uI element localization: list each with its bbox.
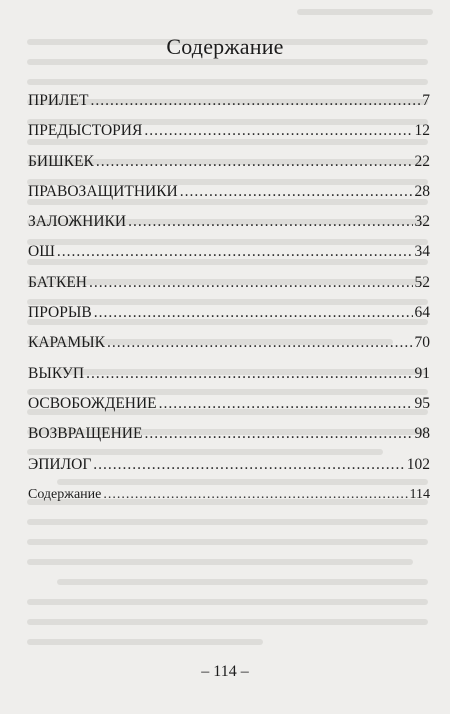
toc-entry-page: 32 xyxy=(414,213,430,231)
dot-leader xyxy=(94,298,413,328)
dot-leader xyxy=(144,116,412,146)
toc-entry-page: 114 xyxy=(409,486,430,502)
dot-leader xyxy=(86,359,412,389)
toc-entry-page: 64 xyxy=(414,304,430,322)
toc-entry-title: ПРЕДЫСТОРИЯ xyxy=(28,122,143,140)
toc-entry xyxy=(28,480,430,510)
toc-entry-title: ЭПИЛОГ xyxy=(28,455,92,473)
toc-entry-page: 22 xyxy=(414,152,430,170)
dot-leader xyxy=(93,450,404,480)
toc-entry-page: 52 xyxy=(414,273,430,291)
toc-entry-page: 12 xyxy=(414,122,430,140)
toc-entry-title: КАРАМЫК xyxy=(28,334,106,352)
toc-entry-title: Содержание xyxy=(28,486,102,502)
toc-entry-title: ЗАЛОЖНИКИ xyxy=(28,213,127,231)
table-of-contents xyxy=(28,86,430,510)
toc-entry xyxy=(28,177,430,207)
toc-entry xyxy=(28,298,430,328)
toc-entry xyxy=(28,147,430,177)
toc-entry-page: 91 xyxy=(414,364,430,382)
toc-entry-title: ВОЗВРАЩЕНИЕ xyxy=(28,425,143,443)
toc-entry xyxy=(28,86,430,116)
toc-entry xyxy=(28,328,430,358)
toc-entry-title: ОСВОБОЖДЕНИЕ xyxy=(28,394,157,412)
toc-entry xyxy=(28,359,430,389)
toc-entry-title: ВЫКУП xyxy=(28,364,85,382)
toc-entry-title: ПРОРЫВ xyxy=(28,304,92,322)
toc-entry-page: 28 xyxy=(414,182,430,200)
toc-entry-page: 70 xyxy=(414,334,430,352)
dot-leader xyxy=(107,328,412,358)
toc-entry xyxy=(28,207,430,237)
toc-entry-title: БАТКЕН xyxy=(28,273,87,291)
toc-entry xyxy=(28,419,430,449)
toc-entry-title: БИШКЕК xyxy=(28,152,94,170)
toc-entry-page: 102 xyxy=(406,455,430,473)
toc-entry-title: ПРИЛЕТ xyxy=(28,92,89,109)
toc-entry-title: ПРАВОЗАЩИТНИКИ xyxy=(28,182,178,200)
toc-entry-page: 98 xyxy=(414,425,430,443)
dot-leader xyxy=(90,86,420,116)
dot-leader xyxy=(57,237,413,267)
dot-leader xyxy=(159,389,413,419)
dot-leader xyxy=(103,480,407,510)
dot-leader xyxy=(96,147,413,177)
toc-entry xyxy=(28,389,430,419)
toc-entry-page: 34 xyxy=(414,243,430,261)
page-number: – 114 – xyxy=(201,663,249,680)
dot-leader xyxy=(144,419,412,449)
toc-entry xyxy=(28,450,430,480)
toc-entry-page: 95 xyxy=(414,394,430,412)
page-title: Содержание xyxy=(166,34,284,59)
dot-leader xyxy=(128,207,412,237)
toc-entry-title: ОШ xyxy=(28,243,55,261)
dot-leader xyxy=(180,177,413,207)
toc-entry xyxy=(28,116,430,146)
dot-leader xyxy=(89,268,413,298)
toc-entry xyxy=(28,237,430,267)
toc-entry xyxy=(28,268,430,298)
toc-entry-page: 7 xyxy=(422,92,430,109)
